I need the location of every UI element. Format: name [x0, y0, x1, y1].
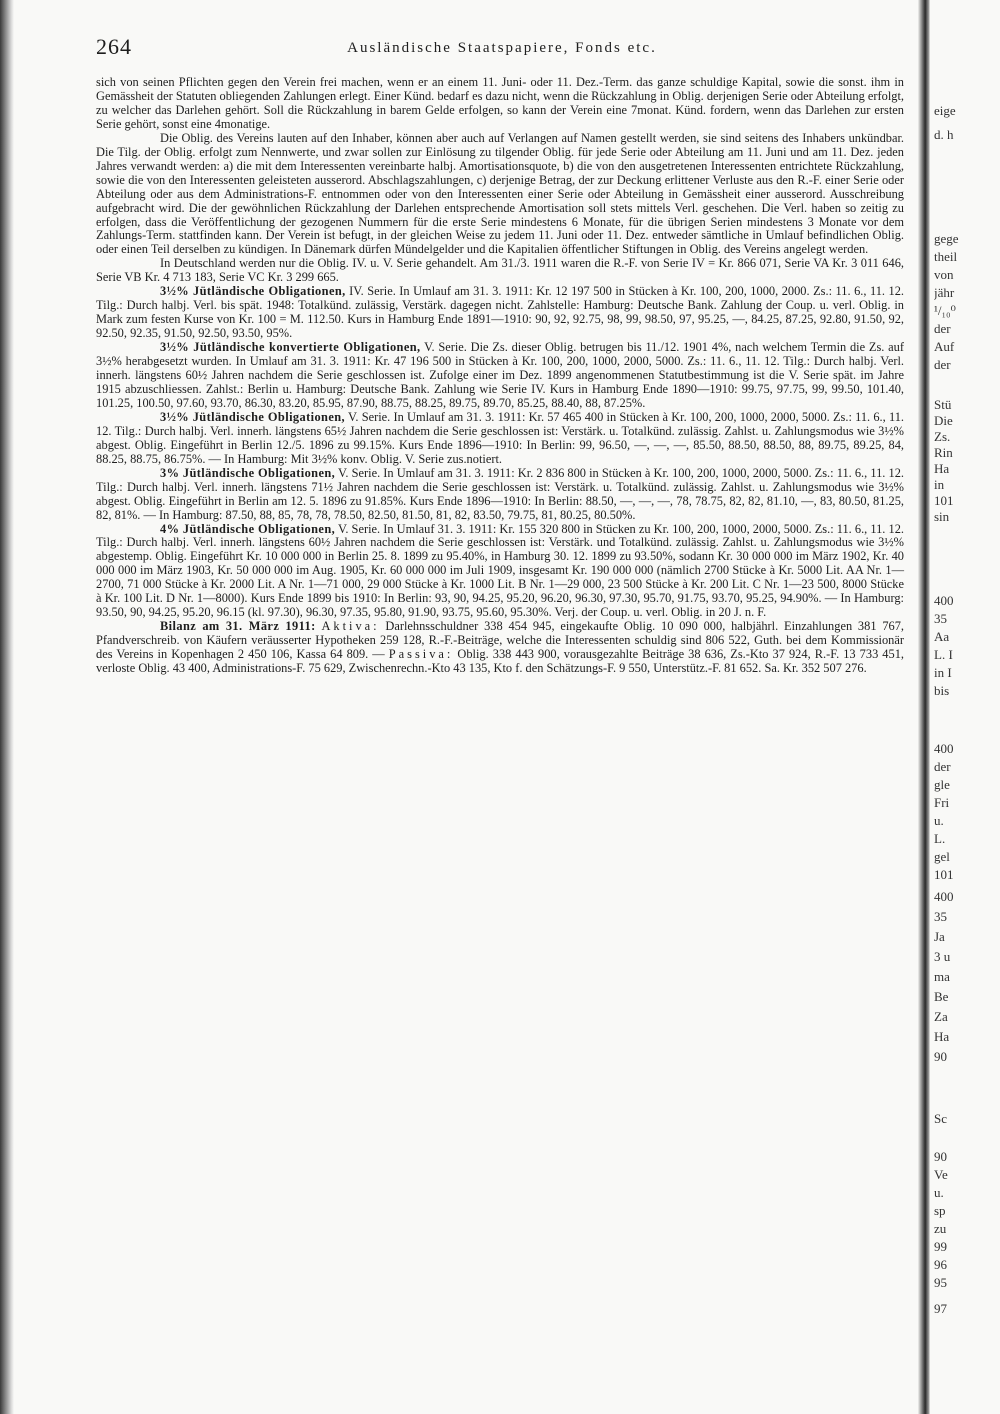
paragraph-text: V. Serie. In Umlauf am 31. 3. 1911: Kr. 57 465 400 in Stücken à Kr. 100, 200, 1000, 2000, 5000. Zs.: 11. 6., 11. 12. Tilg.: Durch halbj. Verl. innerh. längstens 65½ Jahren nachdem die Serie geschlossen ist: Verstärk. u. Totalkünd. zulässig. Zahlst. u. Zahlungsmodus wie 3½% abgest. Oblig. Eingeführt in Berlin 12./5. 1896 zu 99.15%. Kurs Ende 1896—1910: In Berlin: 99, 96.50, —, —, —, 85.50, 88.50, 88.50, 88, 89.75, 89.25, 84, 88.25, 88.75, 86.75%. — In Hamburg: Mit 3½% konv. Oblig. V. Serie zus.notiert.: [96, 409, 904, 466]
margin-fragment: Rin: [934, 446, 953, 460]
section-heading: 3½% Jütländische konvertierte Obligationen,: [160, 340, 421, 355]
margin-fragment: L. I: [934, 648, 953, 662]
margin-fragment: Za: [934, 1010, 948, 1024]
margin-fragment: Die: [934, 414, 953, 428]
paragraph-text: V. Serie. In Umlauf am 31. 3. 1911: Kr. 2 836 800 in Stücken à Kr. 100, 200, 1000, 2000, 5000. Zs.: 11. 6., 11. 12. Tilg.: Durch halbj. Verl. innerh. längstens 71½ Jahren nachdem die Serie geschlossen ist: Verstärk. u. Totalkünd. zulässig. Zahlst. u. Zahlungsmodus wie 3½% abgest. Oblig. Eingeführt in Berlin am 12. 5. 1896 zu 91.85%. Kurs Ende 1896—1910: In Berlin: 88.50, —, —, —, 78, 78.75, 82, 82, 81.10, —, 83, 80.50, 81.25, 82, 81%. — In Hamburg: 87.50, 88, 85, 78, 78, 78.50, 82.50, 81.50, 81, 82, 83.50, 79.75, 81, 80.25, 80.50%.: [96, 465, 904, 522]
margin-fragment: in: [934, 478, 945, 492]
margin-fragment: Stü: [934, 398, 952, 412]
margin-fragment: Ha: [934, 1030, 950, 1044]
margin-fragment: jähr: [934, 286, 955, 300]
margin-fragment: 400: [934, 742, 954, 756]
paragraph: [96, 76, 904, 132]
margin-fragment: Fri: [934, 796, 950, 810]
section-heading: 3½% Jütländische Obligationen,: [160, 284, 346, 299]
margin-fragment: d. h: [934, 128, 954, 142]
aktiva-label: Aktiva:: [321, 619, 380, 634]
margin-fragment: 400: [934, 890, 954, 904]
margin-fragment: sp: [934, 1204, 946, 1218]
section-heading: 3½% Jütländische Obligationen,: [160, 409, 346, 424]
paragraph: [96, 132, 904, 258]
body-text: [96, 76, 904, 676]
margin-fragment: zu: [934, 1222, 947, 1236]
margin-fragment: 101: [934, 494, 954, 508]
binding-gutter-left: [0, 0, 14, 1414]
margin-fragment: Zs.: [934, 430, 951, 444]
paragraph: [96, 341, 904, 411]
page-number: 264: [96, 34, 132, 59]
margin-fragment: Ja: [934, 930, 945, 944]
margin-fragment: Sc: [934, 1112, 947, 1126]
margin-fragment: 35: [934, 612, 947, 626]
margin-fragment: 97: [934, 1302, 947, 1316]
margin-fragment: u.: [934, 814, 944, 828]
margin-fragment: theil: [934, 250, 958, 264]
paragraph: [96, 467, 904, 523]
margin-fragment: bis: [934, 684, 950, 698]
paragraph-text: Oblig. 338 443 900, vorausgezahlte Beiträge 38 636, Zs.-Kto 37 924, R.-F. 13 733 451, verloste Oblig. 43 400, Administrations-F. 75 629, Zwischenrechn.-Kto 43 135, Kto f. den Schätzungs-F. 9 550, Unterstütz.-F. 81 652. Sa. Kr. 352 507 276.: [96, 647, 904, 676]
margin-fragment: 35: [934, 910, 947, 924]
paragraph: [96, 620, 904, 676]
margin-fragment: Auf: [934, 340, 955, 354]
paragraph-text: sich von seinen Pflichten gegen den Verein frei machen, wenn er an einem 11. Juni- oder 11. Dez.-Term. das ganze schuldige Kapital, sowie die sonst. ihm in Gemässheit der Statuten obliegenden Zahlungen erlegt. Einer Künd. bedarf es dazu nicht, wenn die Rückzahlung in Oblig. derjenigen Serie oder Abteilung erfolgt, zu welcher das Darlehen gehört. Soll die Rückzahlung in barem Gelde erfolgen, so kann der Verein eine 7monat. Künd. fordern, wenn das Darlehen zur ersten Serie gehört, sonst eine 4monatige.: [96, 75, 904, 131]
margin-fragment: ¹/₁₀⁰: [934, 304, 956, 318]
paragraph-text: IV. Serie. In Umlauf am 31. 3. 1911: Kr. 12 197 500 in Stücken à Kr. 100, 200, 1000, 2000. Zs.: 11. 6., 11. 12. Tilg.: Durch halbj. Verl. bis spät. 1948: Totalkünd. zulässig, Verstärk. dagegen nicht. Zahlstelle: Hamburg: Deutsche Bank. Zahlung der Coup. u. verl. Oblig. in Mark zum festen Kurse von Kr. 100 = M. 112.50. Kurs in Hamburg Ende 1891—1910: 90, 92, 92.75, 98, 99, 98.50, 97, 95.25, —, 84.25, 87.25, 92.80, 91.50, 92, 92.50, 92.35, 91.50, 92.50, 93.50, 95%.: [96, 284, 904, 341]
margin-fragment: der: [934, 760, 951, 774]
margin-fragment: gel: [934, 850, 950, 864]
paragraph-text: V. Serie. In Umlauf 31. 3. 1911: Kr. 155 320 800 in Stücken zu Kr. 100, 200, 1000, 2000, 5000. Zs.: 11. 6., 11. 12. Tilg.: Durch halbj. Verl. innerh. längstens 60½ Jahren nachdem die Serie geschlossen ist: Verstärk. und Totalkünd. zulässig. Zahlst. u. Zahlungsmodus wie 3½% abgestemp. Oblig. Eingeführt Kr. 10 000 000 in Berlin 25. 8. 1899 zu 95.40%, in Hamburg 30. 12. 1899 zu 93.50%, sodann Kr. 30 000 000 im März 1902, Kr. 40 000 000 im März 1903, Kr. 50 000 000 im Aug. 1905, Kr. 60 000 000 im Juli 1909, insgesamt Kr. 190 000 000 (nämlich 2700 Stücke à Kr. 5000 Lit. AA Nr. 1—2700, 71 000 Stücke à Kr. 2000 Lit. A Nr. 1—71 000, 29 000 Stücke à Kr. 1000 Lit. B Nr. 1—29 000, 23 500 Stücke à Kr. 200 Lit. C Nr. 1—23 500, 8000 Stücke à Kr. 100 Lit. D Nr. 1—8000). Kurs Ende 1899 bis 1910: In Berlin: 93, 90, 94.25, 95.20, 96.20, 96.30, 97.30, 95.70, 91.75, 93.70, 95.25, 94.90%. — In Hamburg: 93.50, 90, 94.25, 95.20, 96.15 (kl. 97.30), 96.30, 97.35, 95.80, 91.90, 93.75, 95.60, 95.30%. Verj. der Coup. u. verl. Oblig. in 20 J. n. F.: [96, 521, 904, 620]
running-title: Ausländische Staatspapiere, Fonds etc.: [347, 40, 657, 56]
margin-fragment: Aa: [934, 630, 950, 644]
paragraph-text: In Deutschland werden nur die Oblig. IV. u. V. Serie gehandelt. Am 31./3. 1911 waren die R.-F. von Serie IV = Kr. 866 071, Serie VA Kr. 3 011 646, Serie VB Kr. 4 713 183, Serie VC Kr. 3 299 665.: [96, 256, 904, 285]
margin-fragment: L.: [934, 832, 946, 846]
margin-fragment: gege: [934, 232, 959, 246]
margin-fragment: 400: [934, 594, 954, 608]
margin-fragment: der: [934, 322, 951, 336]
margin-fragment: 95: [934, 1276, 947, 1290]
section-heading: 3% Jütländische Obligationen,: [160, 465, 336, 480]
paragraph: [96, 523, 904, 621]
margin-fragment: 101: [934, 868, 954, 882]
margin-fragment: 96: [934, 1258, 947, 1272]
margin-fragment: der: [934, 358, 951, 372]
margin-fragment: gle: [934, 778, 950, 792]
paragraph: [96, 285, 904, 341]
margin-fragment: Ve: [934, 1168, 948, 1182]
margin-fragment: 90: [934, 1050, 947, 1064]
section-heading: Bilanz am 31. März 1911:: [160, 619, 316, 634]
paragraph-text: Die Oblig. des Vereins lauten auf den Inhaber, können aber auch auf Verlangen auf Namen gestellt werden, sie sind seitens des Inhabers unkündbar. Die Tilg. der Oblig. erfolgt zum Nennwerte, und zwar sollen zur Einlösung zu tilgender Oblig. für jede Serie oder Abteilung am 11. Juni und am 11. Dez. jeden Jahres verwandt werden: a) die mit dem Interessenten vereinbarte halbj. Amortisationsquote, b) die von den ausgetretenen Interessenten entrichtete Rückzahlung, sowie die von den Interessenten geleisteten ausserord. Abschlagszahlungen, c) derjenige Betrag, der zur Deckung erlittener Verluste aus den R.-F. einer Serie oder Abteilung oder aus dem Administrations-F. entnommen oder von den Interessenten einer Serie oder Abteilung in Gemässheit einer ausserord. Ausschreibung aufgebracht wird. Die der gewöhnlichen Rückzahlung der Darlehen entsprechende Amortisation soll stets mittels Verl. geschehen. Die Verl. haben so zeitig zu erfolgen, dass die Veröffentlichung der gezogenen Nummern für die erste Serie mindestens 6 Monate, für die übrigen Serien mindestens 3 Monate vor dem Zahlungs-Term. stattfinden kann. Der Verein ist befugt, in der gleichen Weise zu jedem 11. Juni oder 11. Dez. entweder sämtliche in Umlauf befindlichen Oblig. oder einen Teil derselben zu kündigen. In Dänemark dürfen Mündelgelder und die Kapitalien öffentlicher Stiftungen in Oblig. des Vereins angelegt werden.: [96, 130, 904, 257]
page-header: [96, 34, 908, 64]
margin-fragment: eige: [934, 104, 956, 118]
margin-fragment: in I: [934, 666, 952, 680]
margin-fragment: u.: [934, 1186, 944, 1200]
margin-fragment: sin: [934, 510, 950, 524]
paragraph-text: V. Serie. Die Zs. dieser Oblig. betrugen bis 11./12. 1901 4%, nach welchem Termin die Zs. auf 3½% herabgesetzt wurden. In Umlauf am 31. 3. 1911: Kr. 47 196 500 in Stücken à Kr. 100, 200, 1000, 2000, 5000. Zs.: 11. 6., 11. 12. Tilg.: Durch halbj. Verl. innerh. längstens 60½ Jahren nachdem die Serie geschlossen ist. Zufolge einer im Dez. 1899 angenommenen Statutbestimmung ist die V. Serie spät. im Jahre 1915 abzuschliessen. Zahlst.: Berlin u. Hamburg: Deutsche Bank. Zahlung wie Serie IV. Kurs in Hamburg Ende 1890—1910: 99.75, 97.75, 99, 99.50, 101.40, 101.25, 100.50, 97.60, 93.70, 86.30, 83.20, 85.95, 87.90, 88.75, 88.25, 89.75, 89.70, 85.25, 88.40, 88, 87.25%.: [96, 340, 904, 410]
paragraph: [96, 257, 904, 285]
passiva-label: Passiva:: [388, 647, 454, 662]
margin-fragment: Ha: [934, 462, 950, 476]
paragraph: [96, 411, 904, 467]
margin-fragment: 99: [934, 1240, 947, 1254]
binding-gutter-right: [918, 0, 930, 1414]
paragraph-text: Darlehnsschuldner 338 454 945, eingekaufte Oblig. 10 090 000, halbjährl. Einzahlungen 381 767, Pfandverschreib. von Käufern veräusserter Hypotheken 259 128, R.-F.-Beiträge, welche die Interessenten schuldig sind 806 522, Guth. bei dem Kommissionär des Vereins in Kopenhagen 2 450 106, Kassa 64 809. —: [96, 619, 904, 662]
margin-fragment: 90: [934, 1150, 947, 1164]
section-heading: 4% Jütländische Obligationen,: [160, 521, 336, 536]
margin-fragment: Be: [934, 990, 949, 1004]
margin-fragment: ma: [934, 970, 950, 984]
margin-fragment: 3 u: [934, 950, 951, 964]
margin-fragment: von: [934, 268, 954, 282]
